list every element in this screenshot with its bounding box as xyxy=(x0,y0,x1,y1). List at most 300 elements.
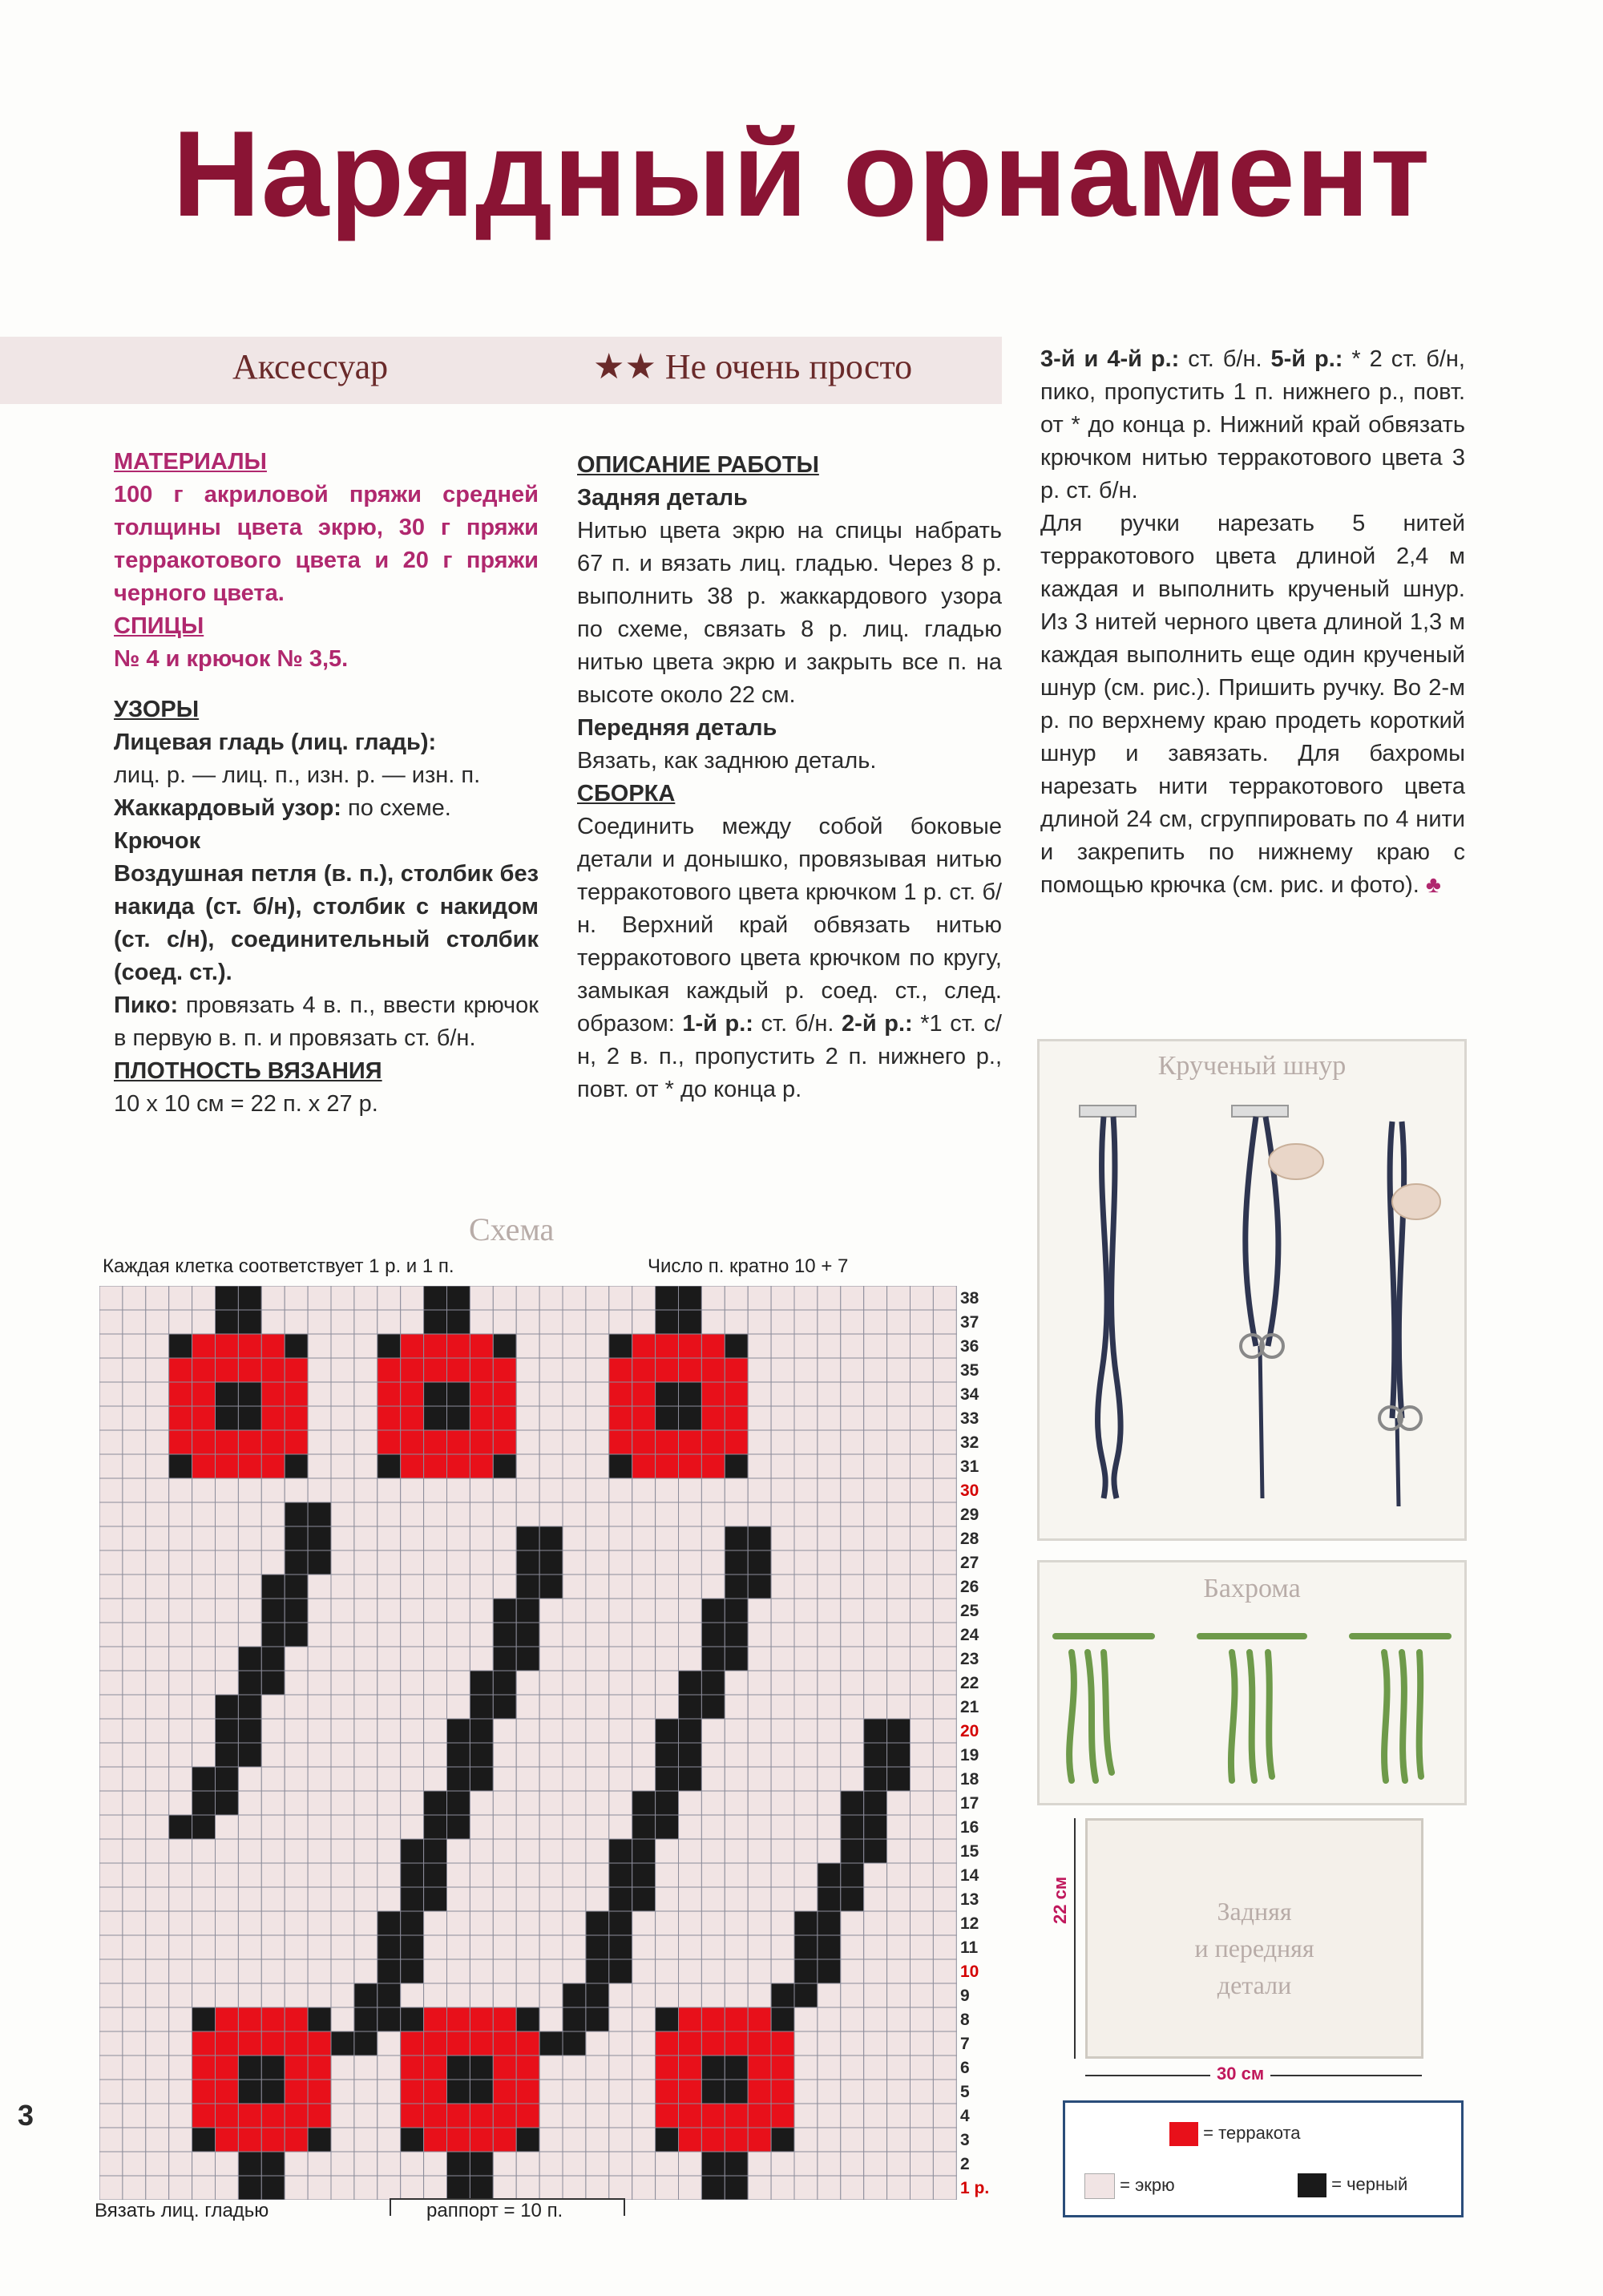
chart-cell-ecru xyxy=(794,2104,818,2128)
chart-cell-ecru xyxy=(841,1478,864,1502)
chart-cell-ecru xyxy=(192,1911,216,1935)
chart-cell-terracotta xyxy=(261,1430,285,1454)
chart-cell-ecru xyxy=(794,1719,818,1743)
chart-cell-terracotta xyxy=(470,1454,493,1478)
chart-cell-ecru xyxy=(586,2055,609,2080)
chart-cell-ecru xyxy=(447,1839,470,1863)
chart-cell-ecru xyxy=(447,1695,470,1719)
chart-cell-ecru xyxy=(701,1310,725,1334)
chart-cell-black xyxy=(238,1695,261,1719)
page-number: 3 xyxy=(18,2099,34,2132)
chart-cell-ecru xyxy=(563,2176,586,2200)
row-number: 33 xyxy=(960,1409,979,1428)
chart-cell-ecru xyxy=(378,1671,401,1695)
legend-black-label: = черный xyxy=(1331,2173,1408,2194)
chart-cell-ecru xyxy=(308,1310,331,1334)
chart-cell-ecru xyxy=(539,1286,563,1310)
chart-cell-ecru xyxy=(493,1719,516,1743)
chart-cell-ecru xyxy=(146,1526,169,1550)
chart-cell-ecru xyxy=(401,1310,424,1334)
chart-cell-terracotta xyxy=(216,2055,239,2080)
chart-cell-ecru xyxy=(748,1430,771,1454)
chart-cell-ecru xyxy=(911,1406,934,1430)
chart-cell-ecru xyxy=(470,1911,493,1935)
chart-cell-ecru xyxy=(146,1839,169,1863)
chart-cell-ecru xyxy=(516,1695,539,1719)
chart-cell-ecru xyxy=(516,1815,539,1839)
chart-cell-ecru xyxy=(632,1959,656,1983)
chart-cell-ecru xyxy=(308,1887,331,1911)
chart-cell-ecru xyxy=(725,1863,748,1887)
chart-cell-ecru xyxy=(470,1863,493,1887)
chart-cell-ecru xyxy=(146,1719,169,1743)
chart-cell-ecru xyxy=(632,1647,656,1671)
chart-cell-ecru xyxy=(238,1935,261,1959)
chart-cell-ecru xyxy=(331,1647,354,1671)
chart-cell-terracotta xyxy=(701,1358,725,1382)
chart-cell-ecru xyxy=(285,1719,308,1743)
rapport-label: раппорт = 10 п. xyxy=(420,2200,569,2222)
chart-cell-ecru xyxy=(331,2176,354,2200)
chart-cell-ecru xyxy=(354,1550,378,1574)
chart-cell-ecru xyxy=(123,1454,146,1478)
chart-cell-ecru xyxy=(933,1502,956,1526)
chart-cell-ecru xyxy=(725,1983,748,2007)
chart-cell-ecru xyxy=(911,2055,934,2080)
chart-cell-ecru xyxy=(933,1671,956,1695)
row-number: 3 xyxy=(960,2131,970,2149)
chart-cell-ecru xyxy=(308,1647,331,1671)
chart-cell-terracotta xyxy=(401,1454,424,1478)
chart-cell-ecru xyxy=(748,1671,771,1695)
chart-cell-ecru xyxy=(146,1430,169,1454)
chart-cell-terracotta xyxy=(679,2007,702,2031)
chart-cell-terracotta xyxy=(493,2007,516,2031)
chart-cell-ecru xyxy=(192,1623,216,1647)
chart-cell-ecru xyxy=(308,1574,331,1599)
chart-cell-ecru xyxy=(99,1719,123,1743)
chart-cell-ecru xyxy=(146,1550,169,1574)
chart-cell-terracotta xyxy=(679,1430,702,1454)
chart-cell-ecru xyxy=(424,1599,447,1623)
chart-cell-ecru xyxy=(933,2176,956,2200)
chart-cell-ecru xyxy=(911,2031,934,2055)
chart-cell-ecru xyxy=(841,1647,864,1671)
chart-cell-terracotta xyxy=(308,2080,331,2104)
chart-cell-terracotta xyxy=(401,1430,424,1454)
chart-cell-ecru xyxy=(123,2104,146,2128)
chart-cell-black xyxy=(656,2007,679,2031)
chart-cell-ecru xyxy=(609,1526,632,1550)
chart-cell-ecru xyxy=(539,1887,563,1911)
chart-cell-ecru xyxy=(794,2080,818,2104)
chart-cell-ecru xyxy=(818,1815,841,1839)
chart-cell-terracotta xyxy=(285,2031,308,2055)
chart-cell-ecru xyxy=(911,1887,934,1911)
chart-cell-black xyxy=(516,1647,539,1671)
chart-cell-ecru xyxy=(771,1959,794,1983)
chart-cell-ecru xyxy=(586,1382,609,1406)
chart-cell-ecru xyxy=(933,1526,956,1550)
chart-cell-black xyxy=(261,2176,285,2200)
chart-cell-ecru xyxy=(933,1647,956,1671)
row-number: 20 xyxy=(960,1722,979,1740)
chart-cell-black xyxy=(725,2176,748,2200)
chart-cell-ecru xyxy=(841,2080,864,2104)
chart-cell-black xyxy=(701,2080,725,2104)
chart-cell-ecru xyxy=(586,1406,609,1430)
chart-cell-ecru xyxy=(887,1959,911,1983)
chart-cell-black xyxy=(656,2128,679,2152)
assembly-text xyxy=(577,810,1002,1106)
chart-cell-terracotta xyxy=(470,1430,493,1454)
chart-cell-ecru xyxy=(516,1863,539,1887)
chart-cell-ecru xyxy=(887,2007,911,2031)
chart-cell-ecru xyxy=(841,1935,864,1959)
chart-cell-ecru xyxy=(261,1743,285,1767)
chart-cell-ecru xyxy=(123,1815,146,1839)
chart-cell-black xyxy=(447,1815,470,1839)
chart-cell-ecru xyxy=(169,1671,192,1695)
chart-cell-ecru xyxy=(771,1863,794,1887)
chart-cell-black xyxy=(192,1815,216,1839)
chart-cell-black xyxy=(401,2007,424,2031)
chart-cell-ecru xyxy=(146,1767,169,1791)
chart-cell-black xyxy=(794,1935,818,1959)
chart-cell-ecru xyxy=(864,1430,887,1454)
chart-cell-ecru xyxy=(146,1935,169,1959)
chart-cell-ecru xyxy=(308,1743,331,1767)
chart-cell-terracotta xyxy=(725,1382,748,1406)
chart-cell-black xyxy=(818,1911,841,1935)
chart-cell-ecru xyxy=(331,1719,354,1743)
chart-cell-ecru xyxy=(771,1478,794,1502)
jacquard-text: по схеме. xyxy=(341,795,451,821)
chart-cell-ecru xyxy=(794,1286,818,1310)
chart-cell-ecru xyxy=(563,2055,586,2080)
chart-cell-black xyxy=(586,1983,609,2007)
chart-cell-ecru xyxy=(192,1863,216,1887)
chart-cell-terracotta xyxy=(632,1358,656,1382)
chart-cell-black xyxy=(238,1671,261,1695)
chart-cell-ecru xyxy=(169,1791,192,1815)
chart-cell-ecru xyxy=(887,1478,911,1502)
chart-cell-ecru xyxy=(447,1478,470,1502)
chart-cell-ecru xyxy=(864,2152,887,2176)
chart-cell-ecru xyxy=(308,2176,331,2200)
chart-cell-black xyxy=(378,1911,401,1935)
chart-cell-ecru xyxy=(285,1647,308,1671)
chart-cell-black xyxy=(701,2176,725,2200)
chart-cell-ecru xyxy=(99,1671,123,1695)
chart-cell-terracotta xyxy=(447,2104,470,2128)
row-number: 15 xyxy=(960,1842,979,1861)
chart-cell-ecru xyxy=(331,1959,354,1983)
chart-cell-black xyxy=(864,1743,887,1767)
chart-cell-ecru xyxy=(864,2080,887,2104)
twisted-cord-title: Крученый шнур xyxy=(1157,1051,1347,1081)
chart-cell-ecru xyxy=(123,1911,146,1935)
chart-cell-ecru xyxy=(308,1623,331,1647)
chart-cell-ecru xyxy=(911,1671,934,1695)
chart-cell-black xyxy=(238,1743,261,1767)
chart-cell-ecru xyxy=(539,1599,563,1623)
chart-cell-ecru xyxy=(911,2007,934,2031)
chart-cell-ecru xyxy=(539,1767,563,1791)
chart-cell-terracotta xyxy=(725,2128,748,2152)
hook-heading: Крючок xyxy=(114,828,201,854)
chart-cell-black xyxy=(470,1743,493,1767)
chart-cell-black xyxy=(308,1526,331,1550)
chart-cell-black xyxy=(679,1767,702,1791)
schema-title: Схема xyxy=(469,1211,555,1247)
chart-cell-ecru xyxy=(887,1815,911,1839)
chart-cell-ecru xyxy=(146,1382,169,1406)
chart-cell-ecru xyxy=(586,1647,609,1671)
chart-cell-black xyxy=(656,1815,679,1839)
chart-cell-ecru xyxy=(539,1406,563,1430)
chart-cell-ecru xyxy=(933,2080,956,2104)
chart-cell-terracotta xyxy=(771,2031,794,2055)
chart-cell-black xyxy=(447,1743,470,1767)
chart-cell-ecru xyxy=(192,1502,216,1526)
chart-cell-ecru xyxy=(771,1647,794,1671)
chart-cell-terracotta xyxy=(656,2031,679,2055)
chart-cell-ecru xyxy=(609,1623,632,1647)
chart-cell-ecru xyxy=(539,1430,563,1454)
chart-cell-ecru xyxy=(424,2176,447,2200)
row-number: 37 xyxy=(960,1313,979,1332)
chart-cell-ecru xyxy=(887,1454,911,1478)
chart-cell-black xyxy=(493,1334,516,1358)
chart-cell-ecru xyxy=(771,1839,794,1863)
chart-cell-ecru xyxy=(771,1358,794,1382)
chart-cell-ecru xyxy=(308,1430,331,1454)
chart-cell-ecru xyxy=(354,1454,378,1478)
chart-cell-terracotta xyxy=(216,2007,239,2031)
chart-cell-ecru xyxy=(378,2031,401,2055)
chart-cell-ecru xyxy=(123,1647,146,1671)
chart-cell-ecru xyxy=(656,1887,679,1911)
chart-cell-ecru xyxy=(609,1647,632,1671)
chart-cell-black xyxy=(285,1574,308,1599)
chart-cell-black xyxy=(609,1959,632,1983)
chart-cell-ecru xyxy=(725,1478,748,1502)
chart-cell-ecru xyxy=(609,1695,632,1719)
chart-cell-ecru xyxy=(864,1623,887,1647)
chart-cell-ecru xyxy=(563,1286,586,1310)
chart-cell-ecru xyxy=(123,1935,146,1959)
chart-cell-black xyxy=(378,1983,401,2007)
chart-cell-ecru xyxy=(424,1767,447,1791)
chart-cell-ecru xyxy=(887,1574,911,1599)
chart-cell-ecru xyxy=(378,2055,401,2080)
chart-cell-ecru xyxy=(748,1767,771,1791)
chart-cell-ecru xyxy=(794,2007,818,2031)
chart-cell-ecru xyxy=(911,1743,934,1767)
chart-cell-ecru xyxy=(609,1791,632,1815)
chart-cell-terracotta xyxy=(216,1334,239,1358)
chart-cell-ecru xyxy=(539,1935,563,1959)
chart-cell-ecru xyxy=(238,1863,261,1887)
chart-cell-ecru xyxy=(887,2080,911,2104)
chart-cell-ecru xyxy=(308,1334,331,1358)
chart-cell-black xyxy=(401,1959,424,1983)
chart-cell-ecru xyxy=(146,1815,169,1839)
chart-cell-ecru xyxy=(123,1887,146,1911)
chart-cell-ecru xyxy=(679,1550,702,1574)
chart-cell-terracotta xyxy=(285,2104,308,2128)
chart-cell-ecru xyxy=(401,1983,424,2007)
chart-cell-ecru xyxy=(656,2176,679,2200)
chart-cell-ecru xyxy=(933,1695,956,1719)
chart-cell-ecru xyxy=(586,2104,609,2128)
chart-cell-ecru xyxy=(447,1623,470,1647)
chart-cell-ecru xyxy=(216,2176,239,2200)
chart-cell-ecru xyxy=(818,1502,841,1526)
chart-cell-terracotta xyxy=(308,2055,331,2080)
chart-cell-ecru xyxy=(794,1647,818,1671)
chart-cell-ecru xyxy=(99,1863,123,1887)
chart-cell-ecru xyxy=(516,1911,539,1935)
chart-cell-ecru xyxy=(216,1887,239,1911)
piece-diagram xyxy=(1085,1818,1423,2059)
chart-cell-ecru xyxy=(841,1719,864,1743)
chart-cell-ecru xyxy=(632,1599,656,1623)
chart-cell-ecru xyxy=(146,1478,169,1502)
chart-cell-ecru xyxy=(123,1358,146,1382)
chart-cell-terracotta xyxy=(656,1358,679,1382)
chart-cell-ecru xyxy=(818,1623,841,1647)
chart-cell-ecru xyxy=(401,1767,424,1791)
row1-text: ст. б/н. xyxy=(753,1011,842,1037)
row-number: 8 xyxy=(960,2011,970,2029)
chart-cell-ecru xyxy=(146,1671,169,1695)
chart-cell-black xyxy=(701,1647,725,1671)
chart-cell-ecru xyxy=(701,1767,725,1791)
chart-cell-ecru xyxy=(493,1286,516,1310)
chart-cell-ecru xyxy=(123,1623,146,1647)
chart-cell-black xyxy=(725,1599,748,1623)
chart-cell-ecru xyxy=(887,1310,911,1334)
row-number: 7 xyxy=(960,2035,970,2053)
chart-cell-ecru xyxy=(864,2128,887,2152)
chart-cell-ecru xyxy=(841,1406,864,1430)
chart-cell-ecru xyxy=(216,1526,239,1550)
height-dimension-label: 22 см xyxy=(1050,1876,1070,1924)
chart-cell-terracotta xyxy=(216,1358,239,1382)
chart-cell-ecru xyxy=(261,1719,285,1743)
difficulty-label xyxy=(593,346,912,387)
chart-cell-ecru xyxy=(285,2152,308,2176)
chart-cell-ecru xyxy=(725,1911,748,1935)
row-number: 36 xyxy=(960,1337,979,1356)
chart-cell-ecru xyxy=(192,1286,216,1310)
assembly-heading: СБОРКА xyxy=(577,781,676,806)
chart-cell-terracotta xyxy=(424,2104,447,2128)
chart-cell-ecru xyxy=(609,1983,632,2007)
chart-cell-ecru xyxy=(308,1791,331,1815)
chart-cell-ecru xyxy=(794,1815,818,1839)
chart-cell-black xyxy=(470,2055,493,2080)
chart-cell-black xyxy=(261,2152,285,2176)
chart-cell-ecru xyxy=(285,1743,308,1767)
chart-cell-ecru xyxy=(632,1911,656,1935)
chart-cell-ecru xyxy=(331,1502,354,1526)
chart-cell-ecru xyxy=(725,1671,748,1695)
chart-cell-ecru xyxy=(911,2080,934,2104)
chart-cell-ecru xyxy=(378,2128,401,2152)
chart-cell-black xyxy=(725,1623,748,1647)
chart-cell-terracotta xyxy=(285,2128,308,2152)
chart-cell-ecru xyxy=(238,1599,261,1623)
chart-cell-terracotta xyxy=(632,1382,656,1406)
chart-cell-ecru xyxy=(424,1502,447,1526)
chart-cell-ecru xyxy=(864,2007,887,2031)
chart-cell-black xyxy=(447,1791,470,1815)
column-work xyxy=(577,449,1002,1106)
chart-cell-ecru xyxy=(563,1767,586,1791)
chart-cell-ecru xyxy=(169,1502,192,1526)
chart-cell-ecru xyxy=(933,1310,956,1334)
row-number: 2 xyxy=(960,2155,970,2173)
chart-cell-ecru xyxy=(169,2104,192,2128)
row-number: 32 xyxy=(960,1433,979,1452)
chart-cell-terracotta xyxy=(493,2031,516,2055)
chart-cell-ecru xyxy=(99,1647,123,1671)
chart-cell-black xyxy=(424,1310,447,1334)
row-number: 11 xyxy=(960,1938,979,1957)
chart-cell-terracotta xyxy=(216,2128,239,2152)
chart-cell-ecru xyxy=(725,1935,748,1959)
chart-cell-ecru xyxy=(354,1382,378,1406)
chart-cell-ecru xyxy=(632,1671,656,1695)
chart-cell-ecru xyxy=(818,1382,841,1406)
legend-terracotta-label: = терракота xyxy=(1203,2122,1301,2143)
chart-cell-ecru xyxy=(887,2176,911,2200)
chart-cell-terracotta xyxy=(725,2104,748,2128)
chart-cell-ecru xyxy=(261,1286,285,1310)
chart-cell-ecru xyxy=(99,1911,123,1935)
chart-cell-ecru xyxy=(378,1574,401,1599)
chart-cell-ecru xyxy=(146,2152,169,2176)
chart-cell-ecru xyxy=(539,1647,563,1671)
chart-cell-ecru xyxy=(99,2128,123,2152)
chart-cell-ecru xyxy=(331,1574,354,1599)
chart-cell-black xyxy=(216,1719,239,1743)
chart-cell-ecru xyxy=(841,1623,864,1647)
chart-cell-ecru xyxy=(539,1863,563,1887)
chart-cell-ecru xyxy=(261,1983,285,2007)
chart-cell-ecru xyxy=(123,1863,146,1887)
chart-cell-ecru xyxy=(701,1574,725,1599)
chart-cell-ecru xyxy=(864,1983,887,2007)
twisted-cord-panel xyxy=(1037,1039,1467,1541)
chart-cell-ecru xyxy=(864,1911,887,1935)
chart-cell-ecru xyxy=(864,1406,887,1430)
chart-cell-ecru xyxy=(192,1719,216,1743)
chart-cell-ecru xyxy=(864,1647,887,1671)
chart-cell-ecru xyxy=(192,1671,216,1695)
chart-cell-ecru xyxy=(378,1887,401,1911)
chart-cell-ecru xyxy=(609,2055,632,2080)
chart-cell-ecru xyxy=(539,1695,563,1719)
chart-cell-ecru xyxy=(586,1310,609,1334)
chart-cell-terracotta xyxy=(192,1430,216,1454)
chart-cell-black xyxy=(308,2128,331,2152)
hook-text: Воздушная петля (в. п.), столбик без накида (ст. б/н), столбик с накидом (ст. с/н), соединительный столбик (соед. ст.). xyxy=(114,861,539,985)
chart-cell-ecru xyxy=(99,1526,123,1550)
